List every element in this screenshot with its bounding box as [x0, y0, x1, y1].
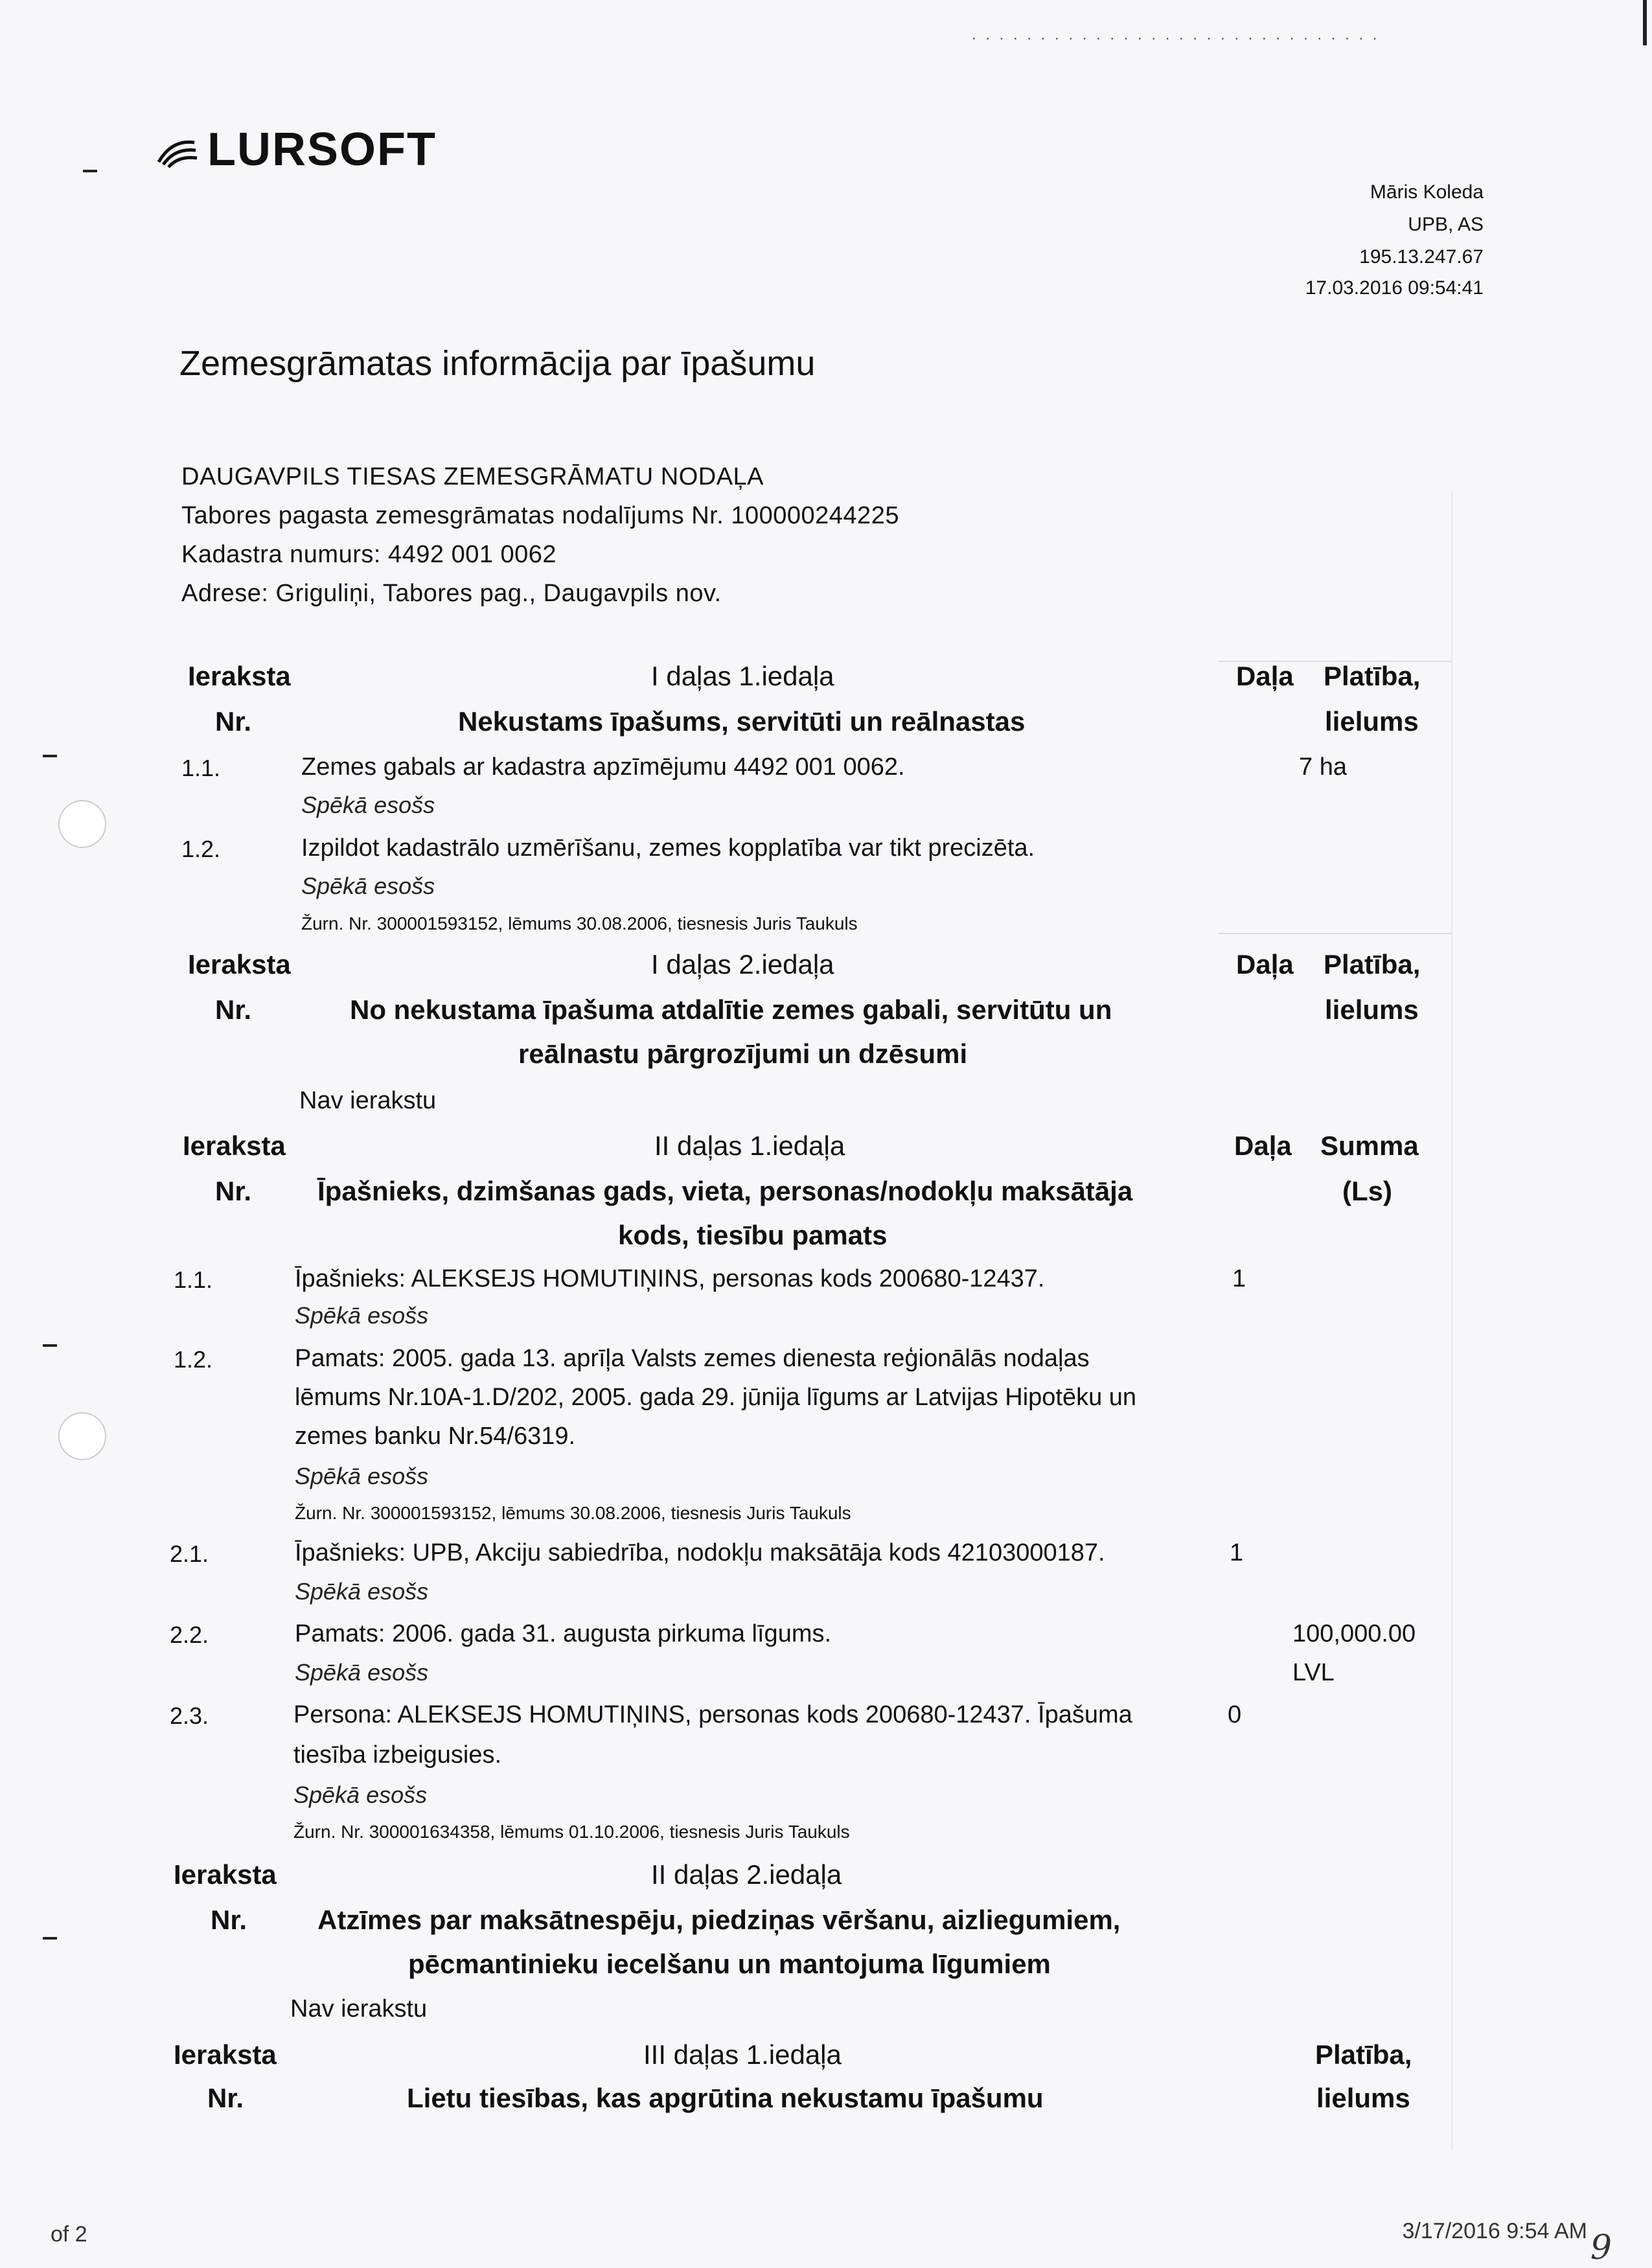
col-header-dala: Daļa [1234, 1130, 1292, 1161]
ip-address: 195.13.247.67 [1359, 246, 1484, 268]
no-entries: Nav ierakstu [299, 1087, 437, 1114]
address: Adrese: Griguliņi, Tabores pag., Daugavpils nov. [181, 580, 722, 607]
section-subtitle: Lietu tiesības, kas apgrūtina nekustamu īpašumu [407, 2083, 1044, 2113]
entry-dala: 1 [1232, 1265, 1246, 1292]
section-subtitle: Īpašnieks, dzimšanas gads, vieta, personas/nodokļu maksātāja [317, 1176, 1133, 1206]
entry-text: Īpašnieks: UPB, Akciju sabiedrība, nodokļu maksātāja kods 42103000187. [295, 1539, 1105, 1566]
entry-text: Persona: ALEKSEJS HOMUTIŅINS, personas kods 200680-12437. Īpašuma [293, 1701, 1132, 1728]
col-header-ieraksta: Ieraksta [183, 1130, 286, 1161]
print-timestamp: 3/17/2016 9:54 AM [1402, 2219, 1587, 2243]
entry-status: Spēkā esošs [295, 1659, 429, 1686]
entry-text: Pamats: 2005. gada 13. aprīļa Valsts zemes dienesta reģionālās nodaļas [295, 1345, 1090, 1372]
no-entries: Nav ierakstu [290, 1995, 428, 2022]
entry-number: 1.2. [174, 1346, 213, 1373]
entry-text: tiesība izbeigusies. [293, 1741, 502, 1769]
entry-number: 2.1. [170, 1541, 209, 1567]
section-title: II daļas 1.iedaļa [654, 1130, 845, 1161]
section-title: III daļas 1.iedaļa [643, 2039, 842, 2070]
col-header-platiba: Platība, [1324, 661, 1421, 691]
company-name: UPB, AS [1408, 214, 1484, 235]
col-header-nr: Nr. [215, 1176, 252, 1206]
col-header-nr: Nr. [215, 706, 252, 737]
entry-dala: 0 [1228, 1701, 1242, 1728]
cadastre-number: Kadastra numurs: 4492 001 0062 [181, 541, 557, 568]
col-header-nr: Nr. [207, 2083, 244, 2113]
section-subtitle: pēcmantinieku iecelšanu un mantojuma līgumiem [408, 1949, 1051, 1979]
col-header-ieraksta: Ieraksta [188, 949, 291, 979]
table-border [1218, 933, 1451, 934]
scan-mark [43, 1937, 57, 1940]
logo-text: LURSOFT [207, 124, 437, 176]
section-subtitle: kods, tiesību pamats [618, 1220, 888, 1250]
entry-text: Izpildot kadastrālo uzmērīšanu, zemes kopplatība var tikt precizēta. [301, 834, 1035, 862]
datetime: 17.03.2016 09:54:41 [1305, 277, 1484, 299]
entry-number: 1.1. [181, 755, 221, 781]
col-header-lielums: lielums [1316, 2083, 1410, 2113]
section-title: I daļas 2.iedaļa [651, 949, 834, 979]
court-name: DAUGAVPILS TIESAS ZEMESGRĀMATU NODAĻA [181, 463, 764, 490]
journal-reference: Žurn. Nr. 300001593152, lēmums 30.08.2006, tiesnesis Juris Taukuls [295, 1503, 851, 1523]
section-subtitle: No nekustama īpašuma atdalītie zemes gabali, servitūtu un [350, 994, 1112, 1025]
col-header-summa: Summa [1320, 1130, 1419, 1161]
entry-status: Spēkā esošs [301, 792, 435, 818]
col-header-ieraksta: Ieraksta [174, 2039, 277, 2070]
entry-text: lēmums Nr.10A-1.D/202, 2005. gada 29. jūnija līgums ar Latvijas Hipotēku un [295, 1384, 1137, 1411]
handwritten-page-number: 9 [1590, 2228, 1612, 2267]
entry-status: Spēkā esošs [295, 1463, 429, 1489]
entry-text: Pamats: 2006. gada 31. augusta pirkuma līgums. [295, 1620, 832, 1647]
entry-text: zemes banku Nr.54/6319. [295, 1423, 576, 1450]
entry-dala: 1 [1230, 1539, 1244, 1566]
journal-reference: Žurn. Nr. 300001593152, lēmums 30.08.2006, tiesnesis Juris Taukuls [301, 913, 858, 934]
edge-mark [1643, 0, 1647, 45]
entry-number: 2.3. [170, 1702, 209, 1729]
col-header-dala: Daļa [1236, 949, 1294, 979]
col-header-ieraksta: Ieraksta [188, 661, 291, 691]
journal-reference: Žurn. Nr. 300001634358, lēmums 01.10.2006, tiesnesis Juris Taukuls [293, 1822, 850, 1842]
entry-number: 2.2. [170, 1621, 209, 1648]
col-header-platiba: Platība, [1315, 2039, 1412, 2070]
lursoft-logo-icon [155, 126, 201, 179]
entry-number: 1.2. [181, 836, 221, 862]
entry-text: Zemes gabals ar kadastra apzīmējumu 4492 001 0062. [301, 753, 905, 781]
page-count: of 2 [51, 2222, 87, 2247]
entry-sum: 100,000.00 [1292, 1620, 1416, 1647]
scan-mark [43, 755, 57, 757]
punch-hole [58, 800, 106, 848]
col-header-platiba: Platība, [1324, 949, 1421, 979]
land-register-section: Tabores pagasta zemesgrāmatas nodalījums Nr. 100000244225 [181, 502, 899, 529]
section-title: II daļas 2.iedaļa [651, 1859, 842, 1890]
col-header-lielums: lielums [1325, 994, 1419, 1025]
scan-mark [43, 1344, 57, 1347]
col-header-nr: Nr. [211, 1905, 247, 1935]
user-name: Māris Koleda [1370, 181, 1484, 203]
section-title: I daļas 1.iedaļa [651, 661, 834, 691]
scan-top-strip: . . . . . . . . . . . . . . . . . . . . . . . . . . . . . . [972, 26, 1380, 43]
page-title: Zemesgrāmatas informācija par īpašumu [179, 344, 816, 383]
section-subtitle: Atzīmes par maksātnespēju, piedziņas vēršanu, aizliegumiem, [317, 1905, 1121, 1935]
scan-mark [83, 170, 97, 172]
col-header-summa-unit: (Ls) [1342, 1176, 1392, 1206]
entry-sum-unit: LVL [1292, 1659, 1335, 1686]
section-subtitle: Nekustams īpašums, servitūti un reālnastas [458, 706, 1026, 737]
col-header-ieraksta: Ieraksta [174, 1859, 277, 1890]
entry-status: Spēkā esošs [295, 1302, 429, 1329]
entry-status: Spēkā esošs [301, 873, 435, 899]
lursoft-logo [155, 123, 437, 179]
col-header-dala: Daļa [1236, 661, 1294, 691]
entry-status: Spēkā esošs [295, 1578, 429, 1605]
punch-hole [58, 1412, 106, 1460]
entry-text: Īpašnieks: ALEKSEJS HOMUTIŅINS, personas kods 200680-12437. [295, 1265, 1045, 1292]
entry-size: 7 ha [1299, 753, 1347, 781]
section-subtitle: reālnastu pārgrozījumi un dzēsumi [518, 1038, 968, 1069]
col-header-nr: Nr. [215, 994, 252, 1025]
entry-number: 1.1. [174, 1266, 213, 1293]
col-header-lielums: lielums [1325, 706, 1419, 737]
entry-status: Spēkā esošs [293, 1781, 428, 1808]
table-border [1451, 492, 1452, 2151]
